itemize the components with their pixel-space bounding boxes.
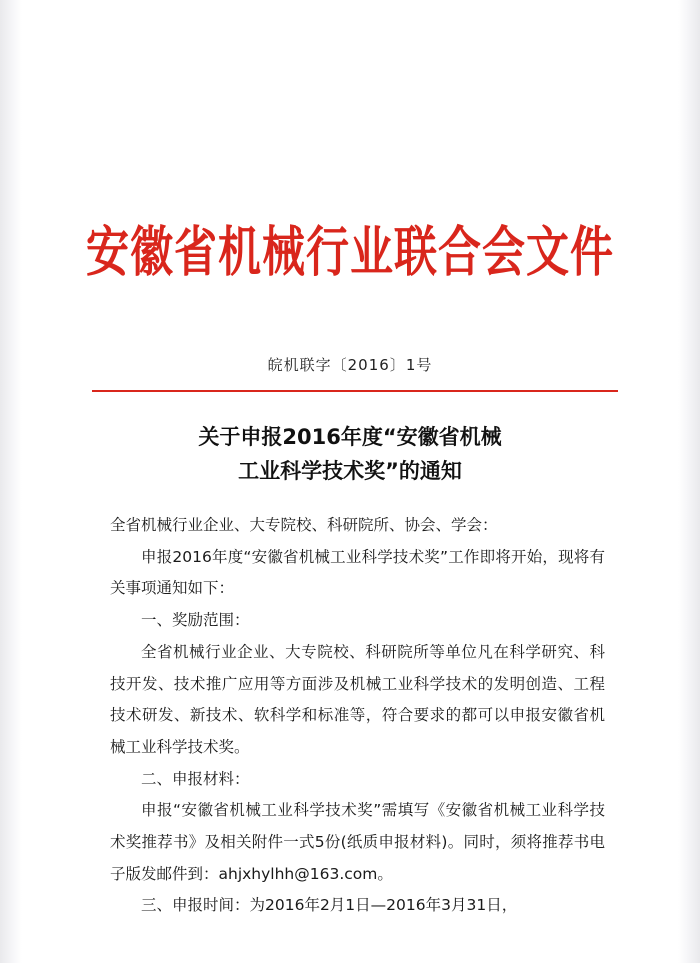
notice-title xyxy=(0,420,700,488)
document-number: 皖机联字〔2016〕1号 xyxy=(267,356,433,374)
notice-body xyxy=(110,510,605,922)
notice-title-line-2: 工业科学技术奖”的通知 xyxy=(238,459,462,483)
section-1-paragraph: 全省机械行业企业、大专院校、科研院所等单位凡在科学研究、科技开发、技术推广应用等方面涉及机械工业科学技术的发明创造、工程技术研发、新技术、软科学和标准等，符合要求的都可以申报安徽省机械工业科学技术奖。 xyxy=(110,642,605,756)
header-divider xyxy=(92,390,618,392)
section-1-heading: 一、奖励范围： xyxy=(141,611,250,630)
section-3-paragraph: 三、申报时间：为2016年2月1日—2016年3月31日， xyxy=(141,896,518,915)
salutation: 全省机械行业企业、大专院校、科研院所、协会、学会： xyxy=(110,516,498,534)
intro-paragraph: 申报2016年度“安徽省机械工业科学技术奖”工作即将开始，现将有关事项通知如下： xyxy=(110,547,605,598)
section-2-paragraph: 申报“安徽省机械工业科学技术奖”需填写《安徽省机械工业科学技术奖推荐书》及相关附件一式5份(纸质申报材料)。同时，须将推荐书电子版发邮件到：ahjxhylhh@163.com。 xyxy=(110,801,605,883)
section-2-heading: 二、申报材料： xyxy=(141,769,250,788)
document-header-title: 安徽省机械行业联合会文件 xyxy=(86,221,614,285)
notice-title-line-1: 关于申报2016年度“安徽省机械 xyxy=(198,425,502,449)
